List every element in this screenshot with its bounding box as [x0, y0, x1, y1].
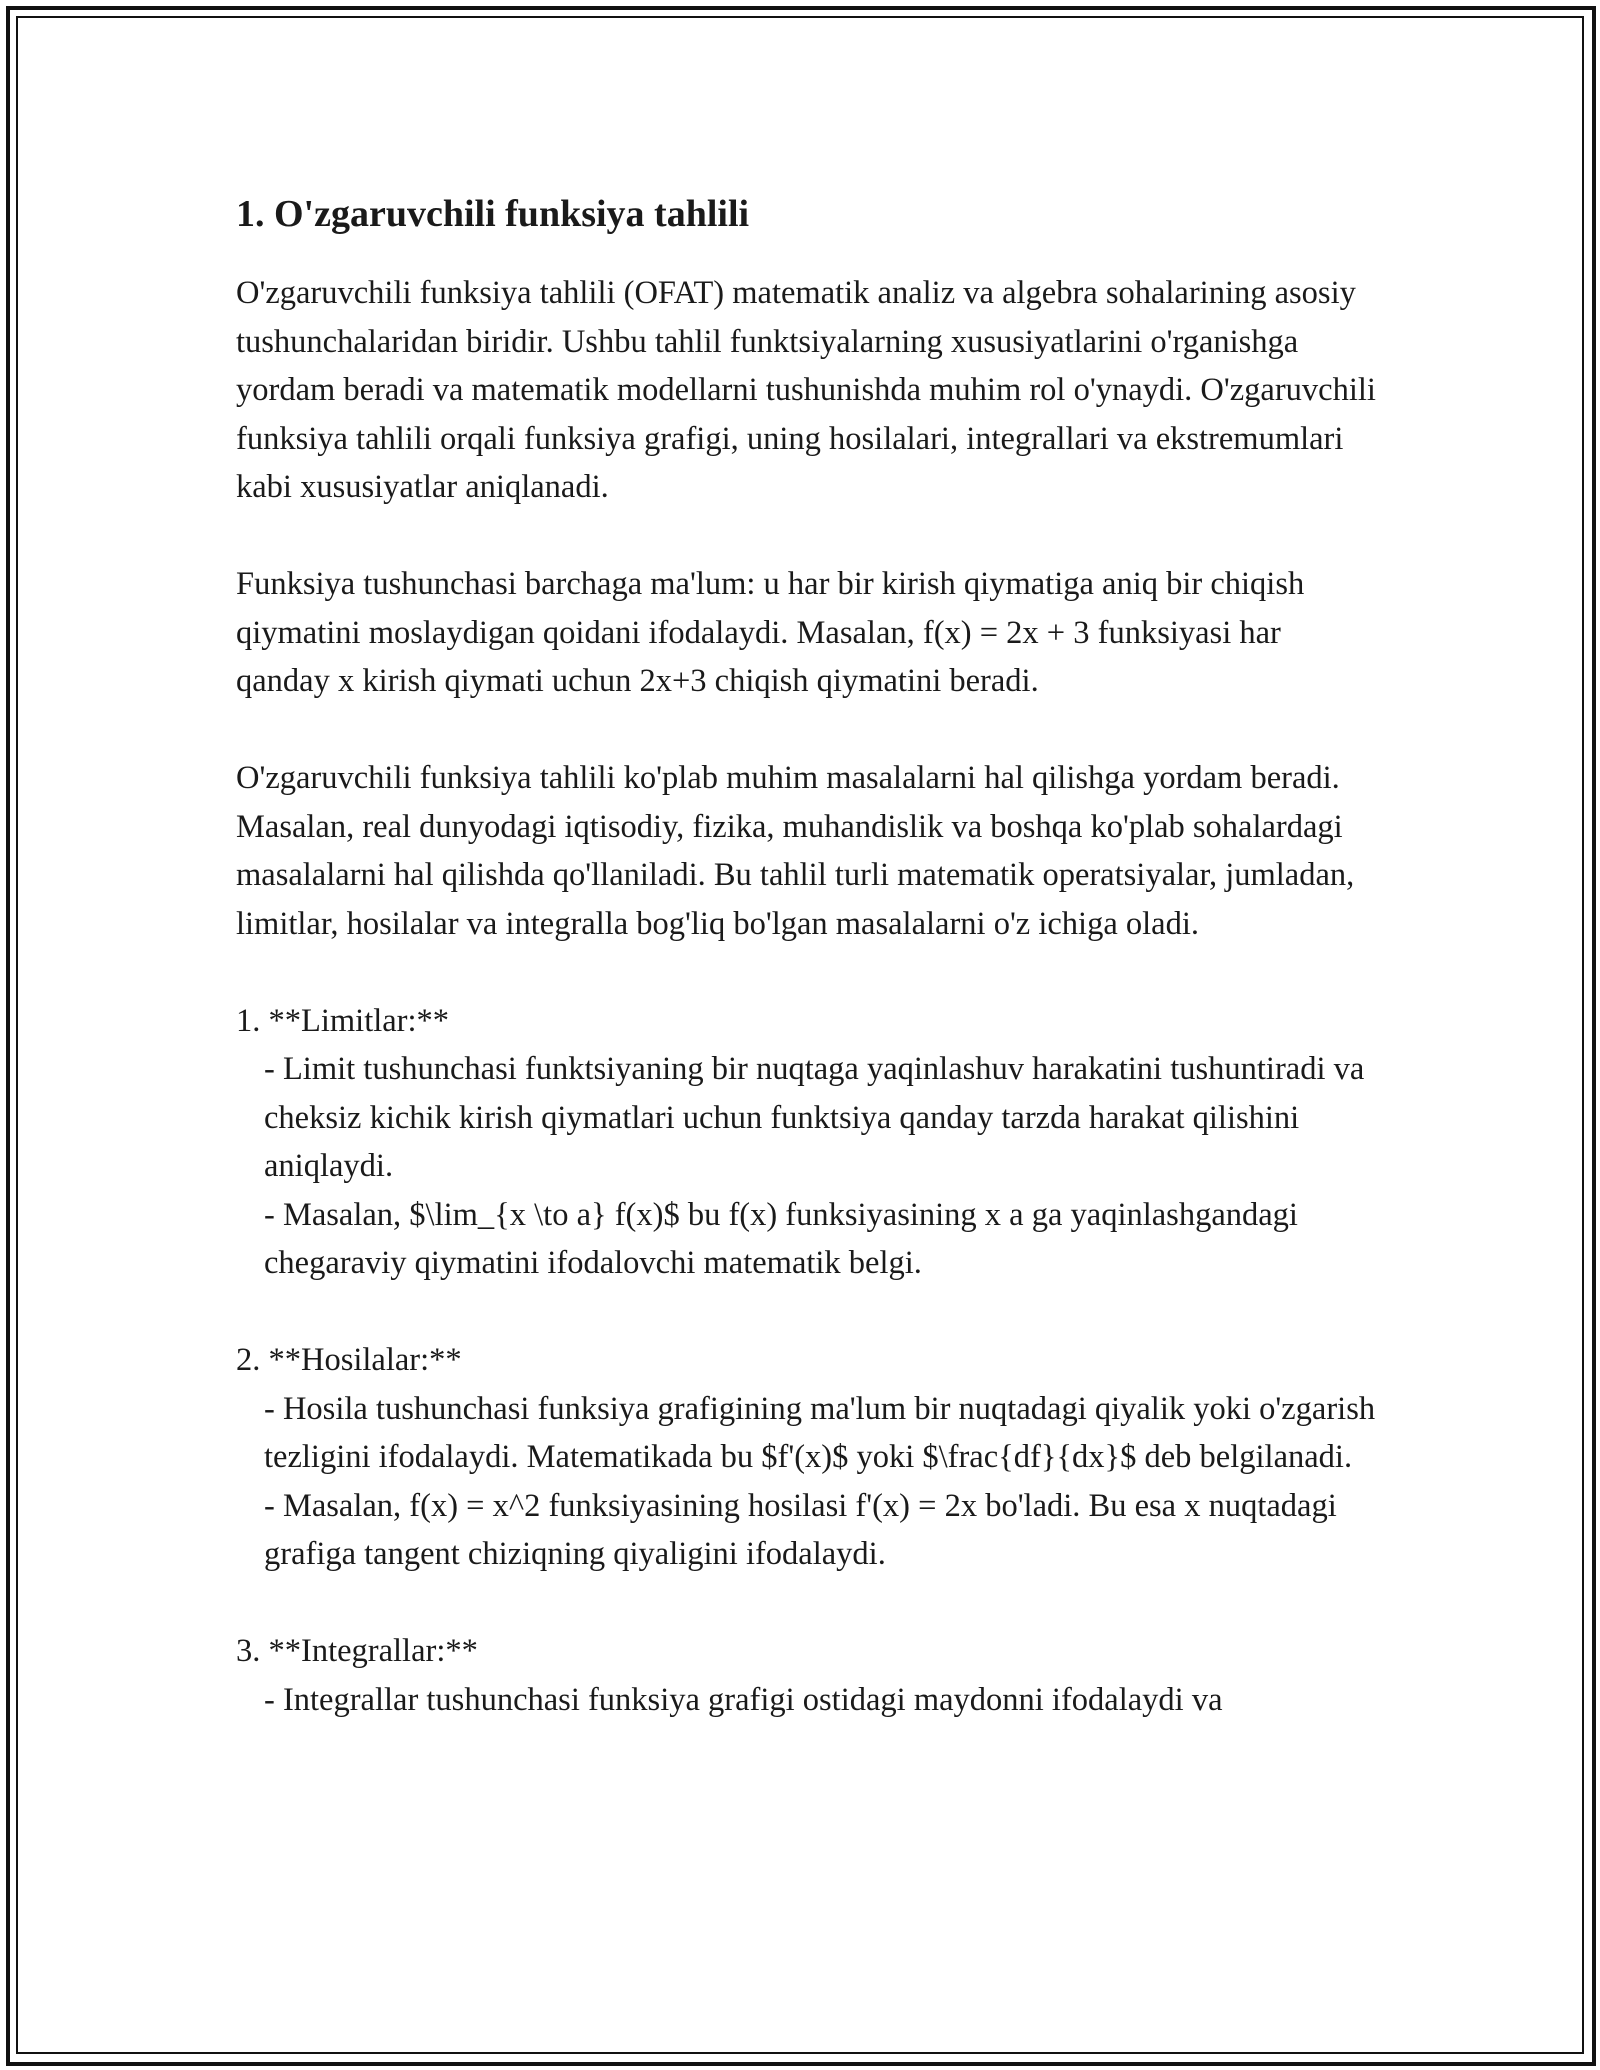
paragraph-applications: O'zgaruvchili funksiya tahlili ko'plab muhim masalalarni hal qilishga yordam beradi. Masalan, real dunyodagi iqtisodiy, fizika, muhandislik va boshqa ko'plab sohalardagi masalalarni hal qilishda qo'llaniladi. Bu tahlil turli matematik operatsiyalar, jumladan, limitlar, hosilalar va integralla bog'liq bo'lgan masalalarni o'z ichiga oladi. [236, 760, 1355, 942]
section-limits [236, 997, 1376, 1288]
paragraph-gap [236, 706, 1376, 755]
section-title-limits: 1. **Limitlar:** [236, 1002, 450, 1039]
paragraph-intro: O'zgaruvchili funksiya tahlili (OFAT) matematik analiz va algebra sohalarining asosiy tushunchalaridan biridir. Ushbu tahlil funktsiyalarning xususiyatlarini o'rganishga yordam beradi va matematik modellarni tushunishda muhim rol o'ynaydi. O'zgaruvchili funksiya tahlili orqali funksiya grafigi, uning hosilalari, integrallari va ekstremumlari kabi xususiyatlar aniqlanadi. [236, 275, 1376, 505]
paragraph-function-definition: Funksiya tushunchasi barchaga ma'lum: u har bir kirish qiymatiga aniq bir chiqish qiymatini moslaydigan qoidani ifodalaydi. Masalan, f(x) = 2x + 3 funksiyasi har qanday x kirish qiymati uchun 2x+3 chiqish qiymatini beradi. [236, 566, 1305, 699]
section-title-integrals: 3. **Integrallar:** [236, 1633, 478, 1669]
section-integrals [236, 1627, 1376, 1724]
paragraph-gap [236, 1579, 1376, 1628]
section-title-derivatives: 2. **Hosilalar:** [236, 1342, 462, 1378]
section-derivatives [236, 1336, 1376, 1579]
document-heading: 1. O'zgaruvchili funksiya tahlili [236, 193, 750, 235]
section-item: - Integrallar tushunchasi funksiya grafigi ostidagi maydonni ifodalaydi va [264, 1681, 1223, 1718]
paragraph-gap [236, 512, 1376, 561]
section-item: - Limit tushunchasi funktsiyaning bir nuqtaga yaqinlashuv harakatini tushuntiradi va cheksiz kichik kirish qiymatlari uchun funktsiya qanday tarzda harakat qilishini aniqlaydi. [264, 1051, 1365, 1184]
section-item: - Masalan, f(x) = x^2 funksiyasining hosilasi f'(x) = 2x bo'ladi. Bu esa x nuqtadagi grafiga tangent chiziqning qiyaligini ifodalaydi. [264, 1487, 1337, 1572]
document-body [236, 185, 1376, 1724]
paragraph-gap [236, 948, 1376, 997]
section-item: - Hosila tushunchasi funksiya grafigining ma'lum bir nuqtadagi qiyalik yoki o'zgarish tezligini ifodalaydi. Matematikada bu $f'(x)$ yoki $\frac{df}{dx}$ deb belgilanadi. [264, 1390, 1376, 1475]
section-item: - Masalan, $\lim_{x \to a} f(x)$ bu f(x) funksiyasining x a ga yaqinlashgandagi chegaraviy qiymatini ifodalovchi matematik belgi. [264, 1196, 1298, 1281]
paragraph-gap [236, 1288, 1376, 1337]
